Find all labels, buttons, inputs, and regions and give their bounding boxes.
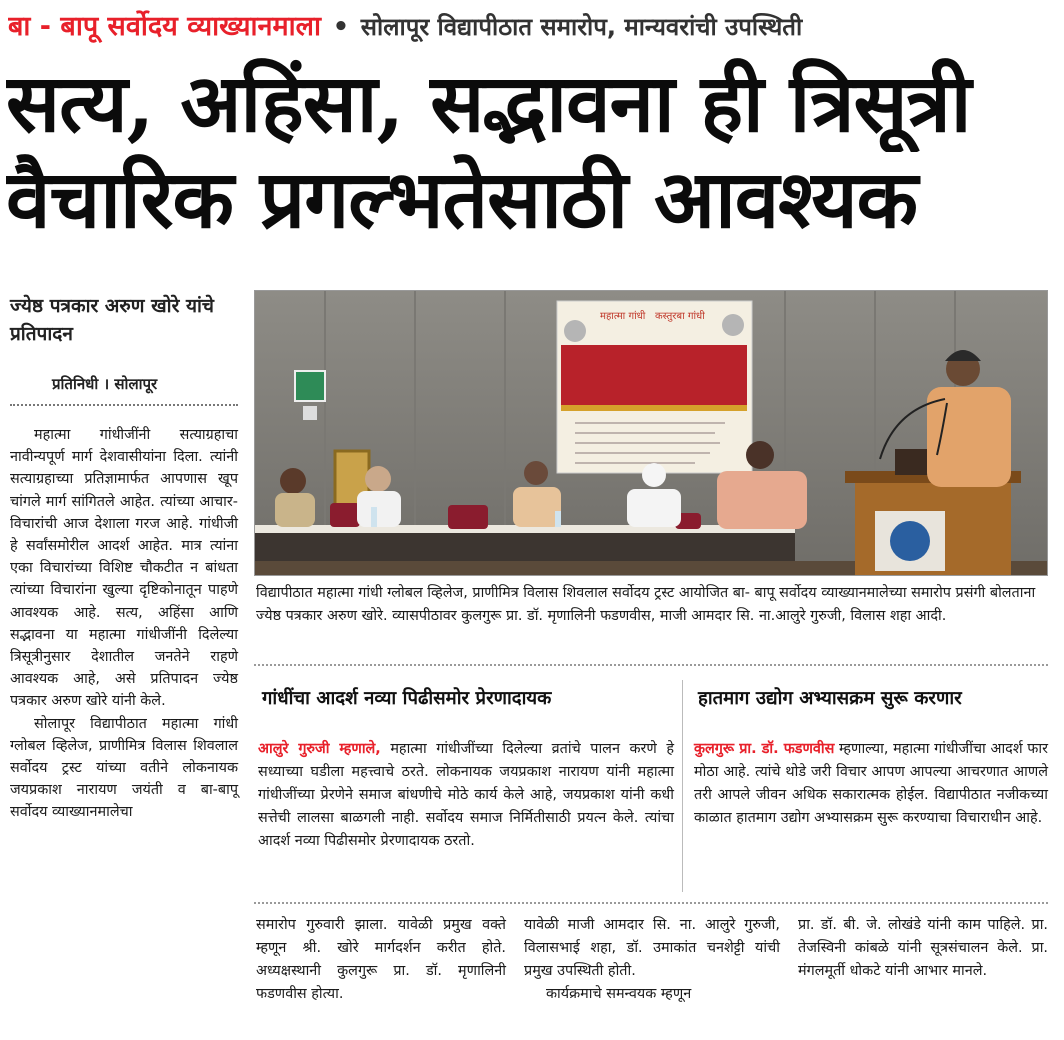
section-divider-vertical bbox=[682, 680, 683, 892]
exit-sign bbox=[295, 371, 325, 401]
kicker-bullet: • bbox=[332, 12, 350, 42]
byline: प्रतिनिधी । सोलापूर bbox=[52, 375, 158, 393]
banner-text-gandhi: महात्मा गांधी bbox=[600, 311, 646, 322]
headline-line-2: वैचारिक प्रगल्भतेसाठी आवश्यक bbox=[6, 152, 918, 246]
section-b-body bbox=[694, 738, 1048, 830]
caption-divider bbox=[254, 664, 1048, 666]
left-paragraph-1: महात्मा गांधीजींनी सत्याग्रहाचा नावीन्यपूर्ण मार्ग देशवासीयांना दिला. त्यांनी सत्याग्रहाच्या प्रतिज्ञामार्फत आपणास खूप चांगले मार्ग सांगितले आहेत. त्यांच्या आचार-विचारांची आज देशाला गरज आहे. गांधीजी हे सर्वांसमोरील आदर्श आहेत. मात्र त्यांना एका विचारांच्या विशिष्ट चौकटीत न बांधता त्यांच्या विचारांना खुल्या दृष्टिकोनातून पाहणे आवश्यक आहे. सत्य, अहिंसा आणि सद्भावना या महात्मा गांधीजींनी दिलेल्या त्रिसूत्रीनुसार देशातील जनतेने राहणे आवश्यक आहे, असे प्रतिपादन ज्येष्ठ पत्रकार अरुण खोरे यांनी केले. bbox=[10, 427, 238, 710]
section-b-heading: हातमाग उद्योग अभ्यासक्रम सुरू करणार bbox=[698, 688, 962, 709]
event-banner bbox=[557, 301, 752, 473]
event-photo bbox=[254, 290, 1048, 576]
event-subtitle: सोलापूर विद्यापीठात समारोप, मान्यवरांची उपस्थिती bbox=[360, 13, 803, 41]
section-b-lead: कुलगुरू प्रा. डॉ. फडणवीस bbox=[694, 741, 835, 757]
photo-caption: विद्यापीठात महात्मा गांधी ग्लोबल व्हिलेज, प्राणीमित्र विलास शिवलाल सर्वोदय ट्रस्ट आयोजित बा- बापू सर्वोदय व्याख्यानमालेच्या समारोप प्रसंगी बोलताना ज्येष्ठ पत्रकार अरुण खोरे. व्यासपीठावर कुलगुरू प्रा. डॉ. मृणालिनी फडणवीस, माजी आमदार सि. ना.आलुरे गुरुजी, विलास शहा आदी. bbox=[256, 585, 1036, 624]
bottom-column-2-para-1: यावेळी माजी आमदार सि. ना. आलुरे गुरुजी, विलासभाई शहा, डॉ. उमाकांत चनशेट्टी यांची प्रमुख उपस्थिती होती. bbox=[524, 917, 780, 979]
headline-line-1: सत्य, अहिंसा, सद्भावना ही त्रिसूत्री bbox=[6, 56, 971, 150]
banner-text-kasturba: कस्तुरबा गांधी bbox=[655, 311, 705, 322]
subdeck: ज्येष्ठ पत्रकार अरुण खोरे यांचे प्रतिपादन bbox=[10, 295, 214, 345]
byline-divider bbox=[10, 404, 238, 406]
section-a-text: महात्मा गांधीजींच्या दिलेल्या व्रतांचे पालन करणे हे सध्याच्या घडीला महत्त्वाचे ठरते. लोकनायक जयप्रकाश नारायण यांनी महात्मा गांधीजींच्या प्रेरणेने समाज बांधणीचे मोठे कार्य केले आहे, जयप्रकाश यांनी कधी सत्तेची लालसा बाळगली नाही. सर्वोदय समाज निर्मितीसाठी प्रयत्न केले. त्यांचा आदर्श नव्या पिढीसमोर प्रेरणादायक ठरतो. bbox=[258, 741, 675, 849]
bottom-column-2-para-2: कार्यक्रमाचे समन्वयक म्हणून bbox=[546, 986, 692, 1002]
event-photo-illustration bbox=[255, 291, 1048, 576]
section-a-heading: गांधींचा आदर्श नव्या पिढीसमोर प्रेरणादायक bbox=[262, 688, 552, 709]
wall-switch bbox=[303, 406, 317, 420]
kicker-line bbox=[8, 6, 1058, 46]
left-column bbox=[10, 424, 238, 824]
series-title: बा - बापू सर्वोदय व्याख्यानमाला bbox=[8, 11, 321, 42]
bottom-divider bbox=[254, 902, 1048, 904]
section-a-body bbox=[258, 738, 674, 853]
section-b-text: म्हणाल्या, महात्मा गांधीजींचा आदर्श फार मोठा आहे. त्यांचे थोडे जरी विचार आपण आपल्या आचरणात आणले तरी आपले जीवन अधिक सकारात्मक होईल. विद्यापीठात नजीकच्या काळात हातमाग उद्योग अभ्यासक्रम सुरू करण्याचा विचाराधीन आहे. bbox=[694, 741, 1048, 826]
headline bbox=[6, 56, 1058, 248]
bottom-column-2 bbox=[524, 914, 780, 1006]
bottom-column-3: प्रा. डॉ. बी. जे. लोखंडे यांनी काम पाहिले. प्रा. तेजस्विनी कांबळे यांनी सूत्रसंचालन केले. प्रा. मंगलमूर्ती धोकटे यांनी आभार मानले. bbox=[798, 917, 1048, 979]
section-a-lead: आलुरे गुरुजी म्हणाले, bbox=[258, 741, 381, 757]
left-paragraph-2: सोलापूर विद्यापीठात महात्मा गांधी ग्लोबल व्हिलेज, प्राणीमित्र विलास शिवलाल सर्वोदय ट्रस्ट यांच्या वतीने लोकनायक जयप्रकाश नारायण जयंती व बा-बापू सर्वोदय व्याख्यानमालेचा bbox=[10, 715, 238, 821]
bottom-column-1: समारोप गुरुवारी झाला. यावेळी प्रमुख वक्ते म्हणून श्री. खोरे मार्गदर्शन करीत होते. अध्यक्षस्थानी कुलगुरू प्रा. डॉ. मृणालिनी फडणवीस होत्या. bbox=[256, 917, 506, 1002]
